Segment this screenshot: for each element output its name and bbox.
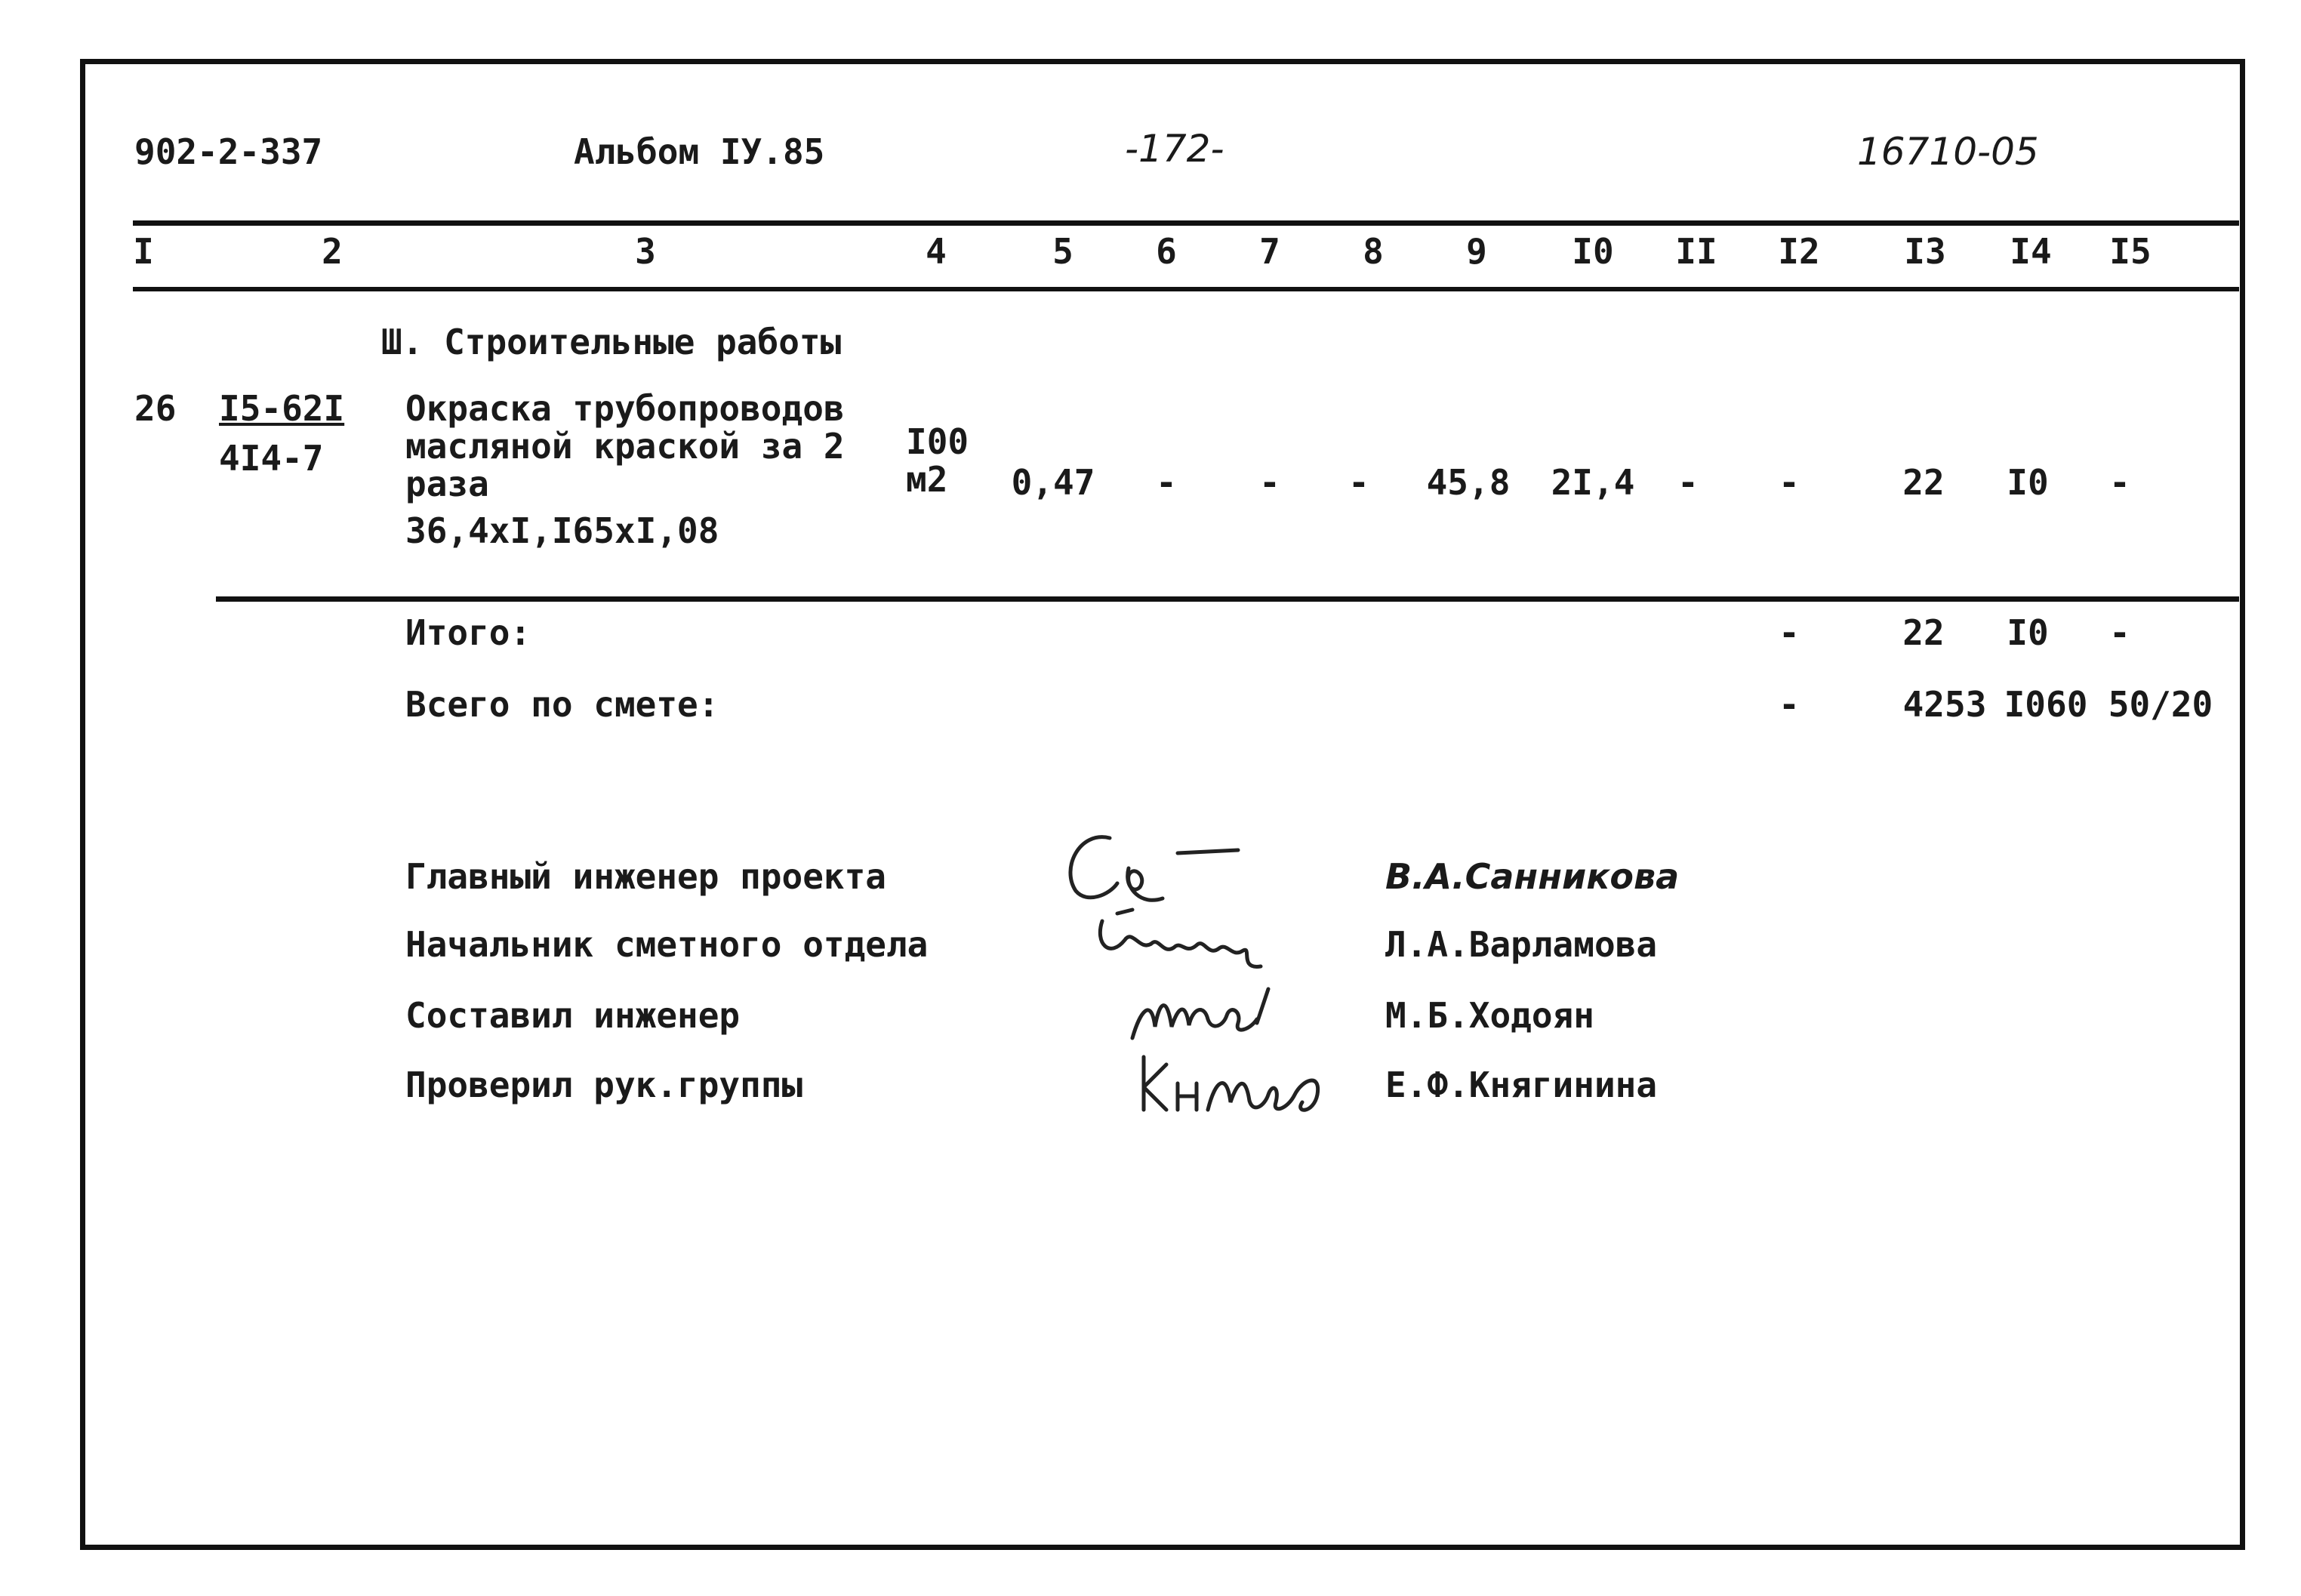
row-description-line: раза [405, 464, 489, 504]
vsego-label: Всего по смете: [405, 684, 719, 725]
page-frame [80, 59, 2245, 1550]
col-header: 7 [1259, 231, 1280, 272]
row-cell-11: - [1677, 462, 1699, 503]
header-rule-top [133, 220, 2239, 226]
row-cell-15: - [2109, 462, 2130, 503]
row-description-line: масляной краской за 2 [405, 426, 845, 467]
itogo-cell-12: - [1779, 612, 1800, 653]
col-header: 2 [322, 231, 343, 272]
handwritten-signature-3 [1117, 974, 1298, 1049]
row-unit-bottom: м2 [906, 459, 948, 500]
handwritten-signature-2 [1087, 898, 1283, 981]
row-cell-14: I0 [2007, 462, 2049, 503]
vsego-cell-12: - [1779, 684, 1800, 725]
row-cell-8: - [1348, 462, 1369, 503]
col-header: 5 [1052, 231, 1073, 272]
col-header: I2 [1778, 231, 1820, 272]
signature-role: Проверил рук.группы [405, 1065, 803, 1105]
col-header: 8 [1363, 231, 1384, 272]
signature-name: М.Б.Ходоян [1385, 995, 1594, 1036]
signature-name: В.А.Санникова [1385, 856, 1680, 897]
header-rule-bottom [133, 287, 2239, 291]
signature-name: Л.А.Варламова [1385, 924, 1658, 965]
col-header: I [133, 231, 154, 272]
signature-role: Начальник сметного отдела [405, 924, 929, 965]
col-header: 3 [635, 231, 656, 272]
col-header: 4 [926, 231, 947, 272]
col-header: I0 [1572, 231, 1614, 272]
col-header: 9 [1466, 231, 1487, 272]
row-number: 26 [134, 388, 177, 429]
row-cell-10: 2I,4 [1551, 462, 1635, 503]
signature-role: Главный инженер проекта [405, 856, 886, 897]
row-cell-13: 22 [1902, 462, 1945, 503]
handwritten-signature-4 [1132, 1042, 1359, 1125]
signature-name: Е.Ф.Княгинина [1385, 1065, 1658, 1105]
project-code: 902-2-337 [134, 131, 323, 172]
row-code-top: I5-62I [219, 388, 345, 429]
vsego-cell-15: 50/20 [2108, 684, 2213, 725]
itogo-cell-15: - [2109, 612, 2130, 653]
itogo-cell-14: I0 [2007, 612, 2049, 653]
row-cell-12: - [1779, 462, 1800, 503]
vsego-cell-13: 4253 [1902, 684, 1987, 725]
row-cell-7: - [1259, 462, 1280, 503]
totals-rule [216, 596, 2239, 602]
signature-role: Составил инженер [405, 995, 741, 1036]
col-header: 6 [1156, 231, 1177, 272]
row-cell-5: 0,47 [1011, 462, 1095, 503]
row-cell-6: - [1156, 462, 1177, 503]
col-header: I5 [2109, 231, 2152, 272]
itogo-cell-13: 22 [1902, 612, 1945, 653]
section-title: Ш. Строительные работы [381, 322, 842, 362]
vsego-cell-14: I060 [2004, 684, 2088, 725]
album-title: Альбом IУ.85 [574, 131, 825, 172]
col-header: II [1675, 231, 1717, 272]
col-header: I4 [2010, 231, 2052, 272]
col-header: I3 [1904, 231, 1946, 272]
document-number: 16710-05 [1857, 130, 2039, 174]
itogo-label: Итого: [405, 612, 531, 653]
row-description-line: Окраска трубопроводов [405, 388, 845, 429]
row-unit-top: I00 [906, 421, 969, 462]
row-formula: 36,4xI,I65xI,08 [405, 510, 719, 551]
row-code-bottom: 4I4-7 [219, 438, 324, 479]
row-cell-9: 45,8 [1426, 462, 1511, 503]
page-number: -172- [1125, 127, 1224, 171]
